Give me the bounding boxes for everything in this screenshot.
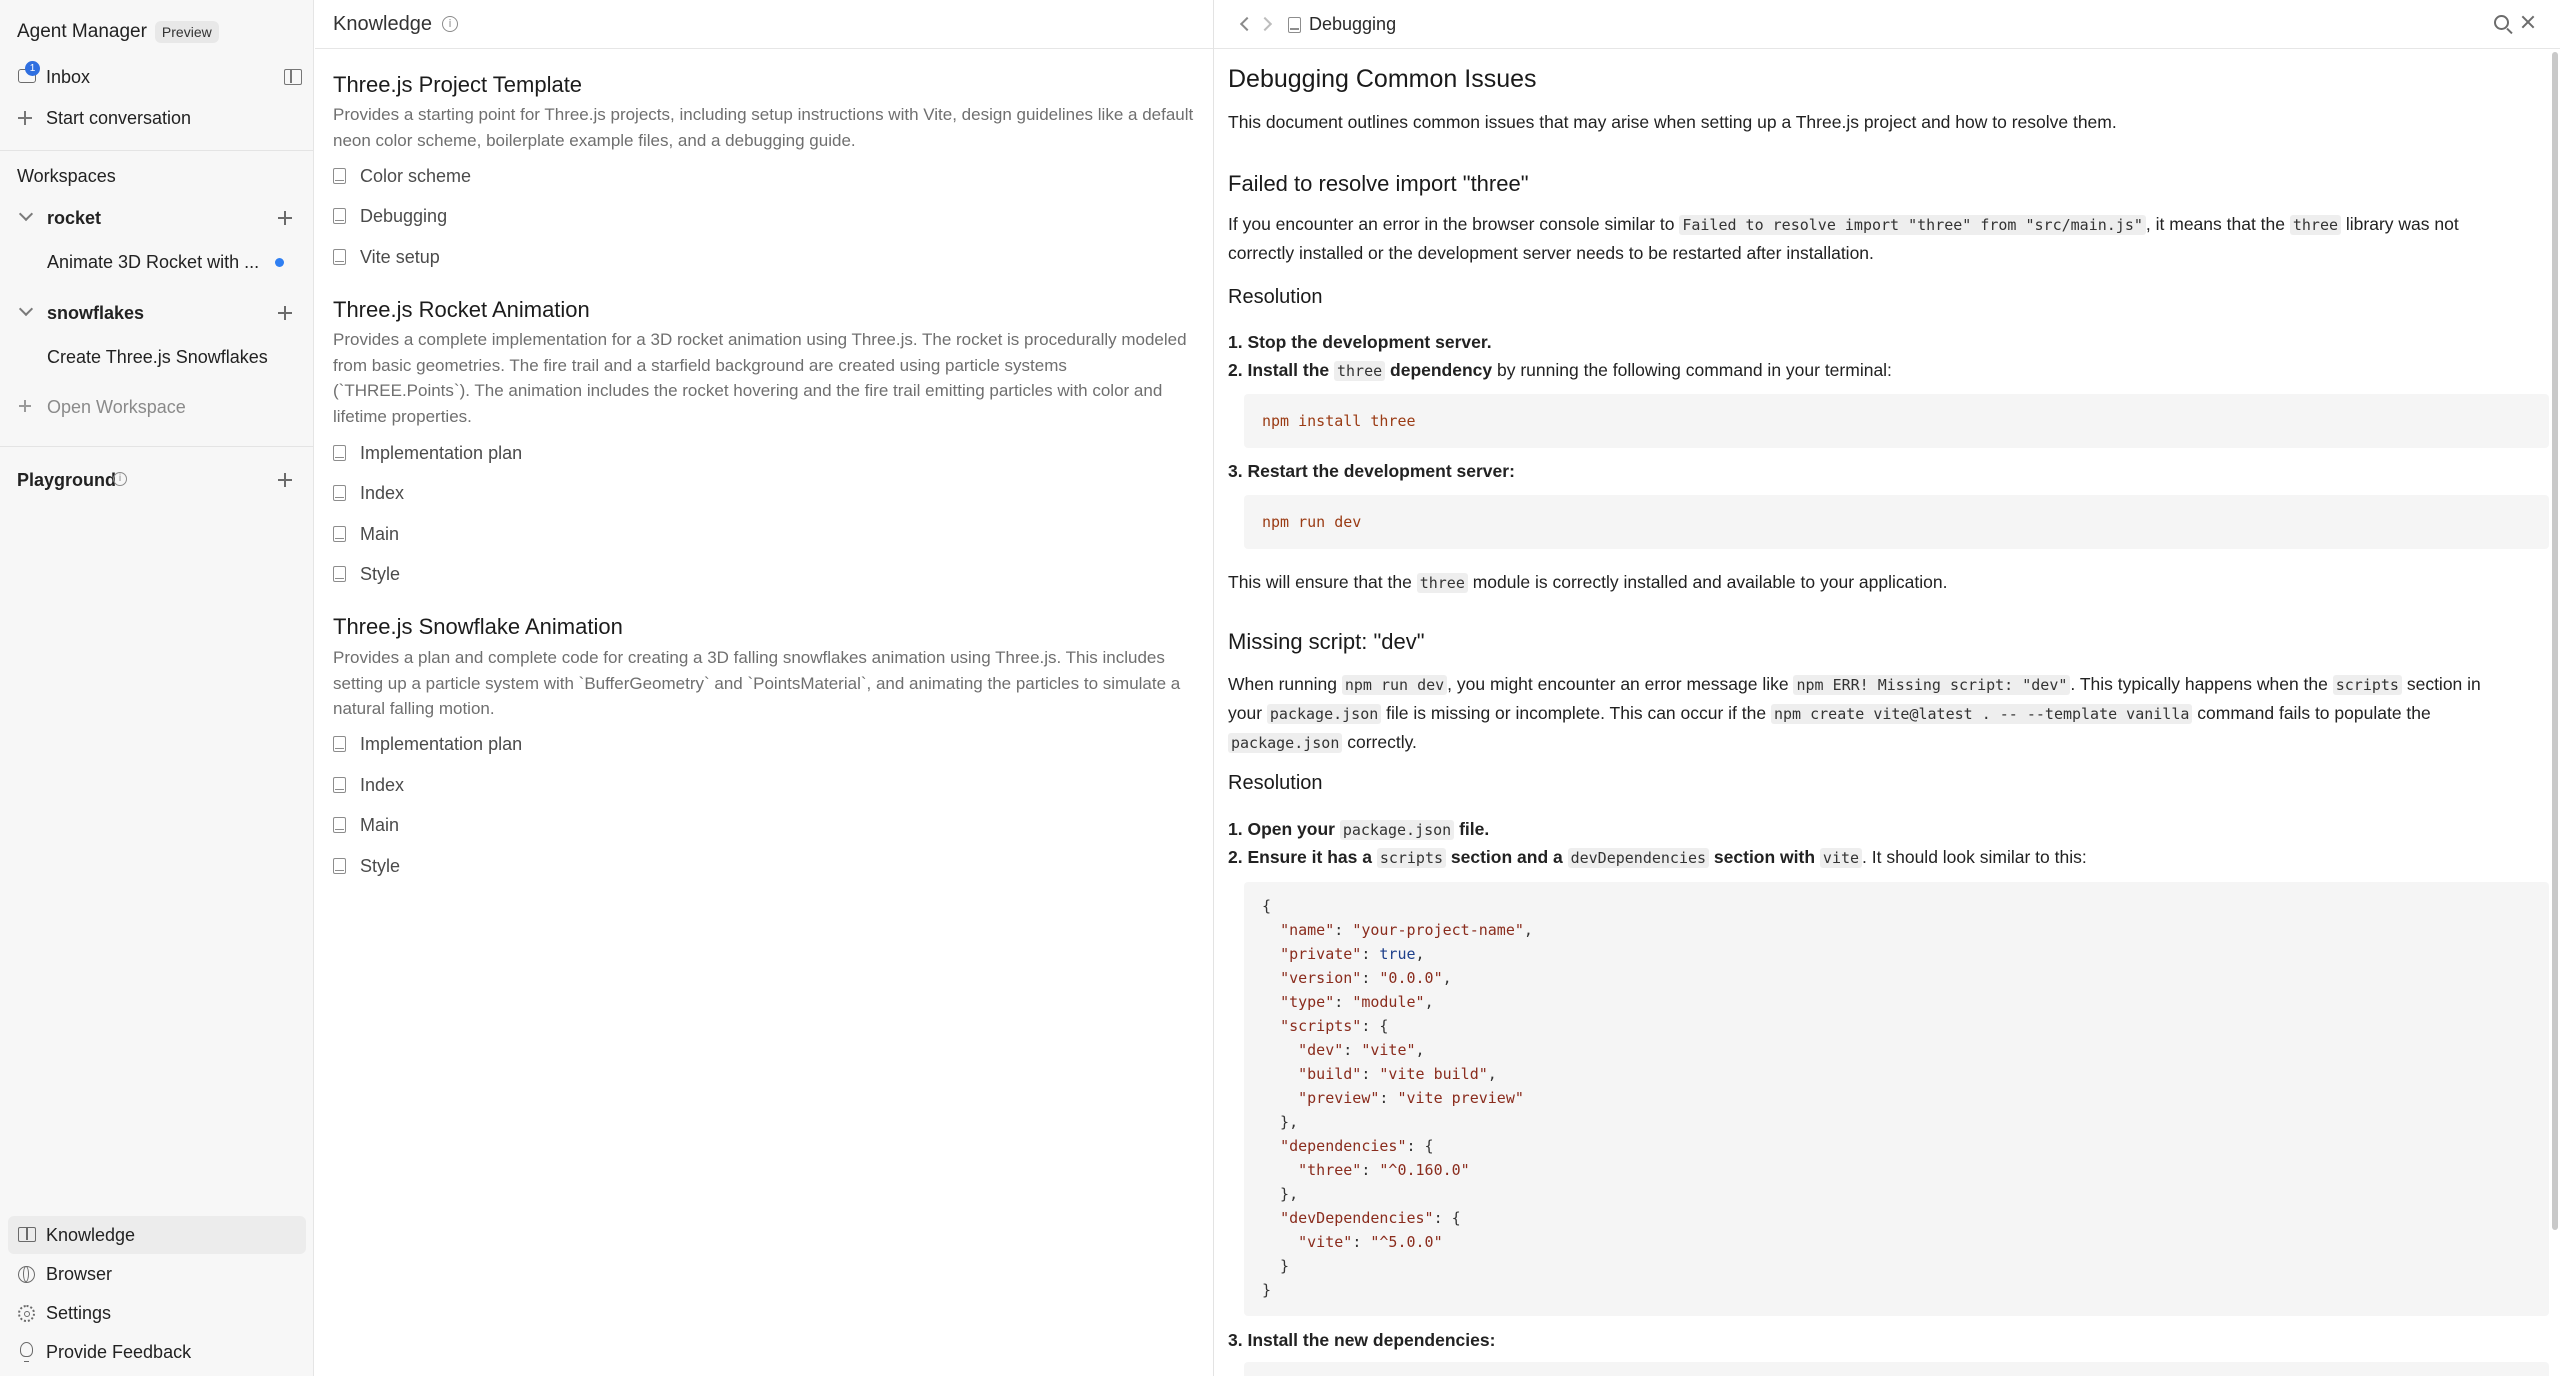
back-arrow-icon[interactable] xyxy=(1240,17,1254,31)
code-line: { xyxy=(1262,897,1272,915)
code-line: "preview": "vite preview" xyxy=(1298,1089,1524,1107)
knowledge-item[interactable] xyxy=(333,242,440,272)
divider xyxy=(0,150,314,151)
code-line: } xyxy=(1262,1281,1272,1299)
text: . It should look similar to this: xyxy=(1862,847,2087,867)
paragraph xyxy=(1228,210,2518,267)
scrollbar[interactable] xyxy=(2552,52,2558,1230)
forward-arrow-icon[interactable] xyxy=(1258,17,1272,31)
lightbulb-icon xyxy=(20,1342,33,1357)
text: This will ensure that the xyxy=(1228,572,1417,592)
document-header xyxy=(1214,0,2560,49)
paragraph xyxy=(1228,670,2518,757)
app-header xyxy=(0,14,314,50)
knowledge-item-label: Index xyxy=(360,482,405,503)
document-title: Debugging Common Issues xyxy=(1228,65,1537,93)
knowledge-item-label: Debugging xyxy=(360,205,448,226)
book-icon xyxy=(333,566,346,582)
inline-code: devDependencies xyxy=(1568,848,1709,868)
section-heading: Missing script: "dev" xyxy=(1228,629,1425,654)
knowledge-item[interactable] xyxy=(333,770,404,800)
add-playground-icon[interactable] xyxy=(276,471,294,489)
code-line: "three": "^0.160.0" xyxy=(1298,1161,1470,1179)
code-line: "build": "vite build", xyxy=(1298,1065,1497,1083)
book-icon xyxy=(333,858,346,874)
code-line: }, xyxy=(1262,1113,1299,1131)
nav-label: Provide Feedback xyxy=(46,1341,192,1362)
knowledge-item-label: Vite setup xyxy=(360,246,440,267)
paragraph xyxy=(1228,568,2518,597)
page-title: Knowledge xyxy=(333,13,432,35)
text: . This typically happens when the xyxy=(2070,674,2333,694)
code-line: "private": true, xyxy=(1280,945,1425,963)
code-block[interactable] xyxy=(1244,495,2549,549)
app-title: Agent Manager xyxy=(17,21,147,42)
inline-code: scripts xyxy=(1377,848,1446,868)
preview-badge: Preview xyxy=(155,21,219,43)
playground-label: Playground xyxy=(17,469,117,490)
code-block[interactable] xyxy=(1244,882,2549,1316)
chevron-down-icon[interactable] xyxy=(19,302,33,316)
playground-heading[interactable] xyxy=(0,462,314,498)
knowledge-item-label: Implementation plan xyxy=(360,733,523,754)
section-description: Provides a starting point for Three.js projects, including setup instructions with Vite, design guidelines like a default neon color scheme, boilerplate example files, and a debugging guide. xyxy=(333,105,1194,150)
text: , it means that the xyxy=(2145,214,2290,234)
conversation-label: Animate 3D Rocket with ... xyxy=(47,251,260,272)
book-icon xyxy=(333,485,346,501)
inline-code: scripts xyxy=(2333,675,2402,695)
code-line: "devDependencies": { xyxy=(1280,1209,1461,1227)
open-workspace-button[interactable] xyxy=(0,389,314,425)
book-icon xyxy=(333,208,346,224)
knowledge-item[interactable] xyxy=(333,438,522,468)
section-title[interactable]: Three.js Snowflake Animation xyxy=(333,614,623,639)
subsection-heading: Resolution xyxy=(1228,772,1323,794)
inline-code: package.json xyxy=(1340,820,1454,840)
sidebar-toggle-icon[interactable] xyxy=(284,69,302,85)
knowledge-item[interactable] xyxy=(333,161,471,191)
start-conversation-label: Start conversation xyxy=(46,107,192,128)
nav-label: Settings xyxy=(46,1302,112,1323)
section-description: Provides a plan and complete code for creating a 3D falling snowflakes animation using Three.js. This includes setting up a particle system with `BufferGeometry` and `PointsMaterial`, and animating the particles to simulate a natural falling motion. xyxy=(333,648,1181,718)
document-tab-label: Debugging xyxy=(1309,14,1397,34)
code-line: npm install three xyxy=(1262,412,1416,430)
knowledge-item[interactable] xyxy=(333,478,404,508)
text: If you encounter an error in the browser console similar to xyxy=(1228,214,1680,234)
code-line: "vite": "^5.0.0" xyxy=(1298,1233,1443,1251)
nav-label: Browser xyxy=(46,1263,113,1284)
nav-label: Knowledge xyxy=(46,1224,136,1245)
inline-code: package.json xyxy=(1228,733,1342,753)
knowledge-item-label: Index xyxy=(360,774,405,795)
inline-code: npm create vite@latest . -- --template vanilla xyxy=(1771,704,2192,724)
book-icon xyxy=(333,445,346,461)
knowledge-item-label: Style xyxy=(360,855,401,876)
workspace-snowflakes[interactable] xyxy=(0,295,314,331)
intro-paragraph: This document outlines common issues that may arise when setting up a Three.js project and how to resolve them. xyxy=(1228,112,2117,132)
book-icon xyxy=(333,736,346,752)
book-open-icon xyxy=(18,1227,36,1242)
conversation-label: Create Three.js Snowflakes xyxy=(47,346,268,367)
book-icon xyxy=(333,249,346,265)
code-block[interactable] xyxy=(1244,1362,2549,1376)
plus-icon xyxy=(18,111,32,125)
code-line: } xyxy=(1262,1257,1290,1275)
open-workspace-label: Open Workspace xyxy=(47,396,186,417)
text: , you might encounter an error message like xyxy=(1447,674,1794,694)
start-conversation-button[interactable] xyxy=(0,100,314,136)
book-icon xyxy=(333,168,346,184)
text: module is correctly installed and available to your application. xyxy=(1467,572,1948,592)
workspace-rocket[interactable] xyxy=(0,200,314,236)
nav-settings[interactable] xyxy=(0,1295,314,1331)
book-icon xyxy=(333,777,346,793)
inline-code: package.json xyxy=(1267,704,1381,724)
knowledge-item[interactable] xyxy=(333,519,399,549)
chevron-down-icon[interactable] xyxy=(19,207,33,221)
nav-browser[interactable] xyxy=(0,1256,314,1292)
knowledge-item[interactable] xyxy=(333,729,522,759)
conversation-item[interactable] xyxy=(0,244,314,280)
code-line: "name": "your-project-name", xyxy=(1280,921,1533,939)
text: section and a xyxy=(1446,847,1568,867)
text: 1. Open your xyxy=(1228,819,1340,839)
text: by running the following command in your terminal: xyxy=(1492,360,1892,380)
divider xyxy=(0,446,314,447)
inbox-item[interactable] xyxy=(0,59,314,95)
code-line: "scripts": { xyxy=(1280,1017,1389,1035)
knowledge-item-label: Main xyxy=(360,814,400,835)
code-line: }, xyxy=(1262,1185,1299,1203)
globe-icon xyxy=(18,1266,35,1283)
inline-code: three xyxy=(2290,215,2341,235)
knowledge-item[interactable] xyxy=(333,201,447,231)
list-item xyxy=(1228,843,2087,872)
list-item: 1. Stop the development server. xyxy=(1228,332,1492,352)
info-icon[interactable]: i xyxy=(442,16,458,32)
knowledge-item-label: Color scheme xyxy=(360,165,472,186)
section-title[interactable]: Three.js Rocket Animation xyxy=(333,297,590,322)
text: section in your xyxy=(1228,674,2481,723)
nav-knowledge[interactable] xyxy=(8,1216,306,1254)
inline-code: Failed to resolve import "three" from "src/main.js" xyxy=(1679,215,2146,235)
inline-code: npm ERR! Missing script: "dev" xyxy=(1793,675,2070,695)
info-icon[interactable]: i xyxy=(113,472,127,486)
list-item: 3. Install the new dependencies: xyxy=(1228,1330,1496,1350)
subsection-heading: Resolution xyxy=(1228,286,1323,308)
workspaces-heading-label: Workspaces xyxy=(17,165,116,186)
add-conversation-icon[interactable] xyxy=(276,209,294,227)
knowledge-item-label: Implementation plan xyxy=(360,442,523,463)
inbox-label: Inbox xyxy=(46,66,91,87)
nav-feedback[interactable] xyxy=(0,1334,314,1370)
knowledge-header xyxy=(315,0,1213,49)
knowledge-item-label: Style xyxy=(360,563,401,584)
code-line: npm run dev xyxy=(1262,513,1362,531)
code-line: "type": "module", xyxy=(1280,993,1434,1011)
workspaces-heading xyxy=(0,158,314,194)
close-icon[interactable] xyxy=(2520,14,2536,30)
knowledge-item[interactable] xyxy=(333,851,400,881)
workspace-name: rocket xyxy=(47,207,102,228)
workspace-name: snowflakes xyxy=(47,302,145,323)
search-icon[interactable] xyxy=(2494,15,2509,30)
gear-icon xyxy=(18,1305,35,1322)
inline-code: npm run dev xyxy=(1342,675,1447,695)
section-heading: Failed to resolve import "three" xyxy=(1228,171,1529,196)
book-icon xyxy=(1288,17,1301,33)
text: dependency xyxy=(1385,360,1493,380)
text: file. xyxy=(1454,819,1490,839)
book-icon xyxy=(333,817,346,833)
text: 2. Ensure it has a xyxy=(1228,847,1377,867)
knowledge-item[interactable] xyxy=(333,810,399,840)
inbox-count-badge: 1 xyxy=(25,61,40,76)
text: correctly. xyxy=(1342,732,1417,752)
text: section with xyxy=(1709,847,1820,867)
add-conversation-icon[interactable] xyxy=(276,304,294,322)
text: 2. Install the xyxy=(1228,360,1334,380)
inline-code: three xyxy=(1417,573,1468,593)
knowledge-item-label: Main xyxy=(360,523,400,544)
text: command fails to populate the xyxy=(2192,703,2431,723)
knowledge-panel xyxy=(315,0,1213,1376)
section-title[interactable]: Three.js Project Template xyxy=(333,72,583,97)
unread-dot-icon xyxy=(275,258,284,267)
code-line: "dev": "vite", xyxy=(1298,1041,1425,1059)
book-icon xyxy=(333,526,346,542)
sidebar xyxy=(0,0,314,1376)
list-item: 3. Restart the development server: xyxy=(1228,461,1515,481)
list-item xyxy=(1228,356,1892,385)
code-line: "version": "0.0.0", xyxy=(1280,969,1452,987)
section-description: Provides a complete implementation for a 3D rocket animation using Three.js. The rocket is procedurally modeled from basic geometries. The fire trail and a starfield background are created using particle systems (`THREE.Points`). The animation includes the rocket hovering and the fire trail emitting particles with color and lifetime properties. xyxy=(333,330,1187,426)
knowledge-item[interactable] xyxy=(333,559,400,589)
inline-code: vite xyxy=(1820,848,1862,868)
text: library was not correctly installed or the development server needs to be restarted after installation. xyxy=(1228,214,2459,263)
document-tab-title xyxy=(1288,14,1396,35)
plus-icon xyxy=(19,400,31,412)
text: file is missing or incomplete. This can occur if the xyxy=(1381,703,1771,723)
conversation-item[interactable] xyxy=(0,339,314,375)
code-line: "dependencies": { xyxy=(1280,1137,1434,1155)
text: When running xyxy=(1228,674,1342,694)
list-item xyxy=(1228,815,1489,844)
document-panel xyxy=(1213,0,2560,1376)
code-block[interactable] xyxy=(1244,394,2549,448)
inline-code: three xyxy=(1334,361,1385,381)
